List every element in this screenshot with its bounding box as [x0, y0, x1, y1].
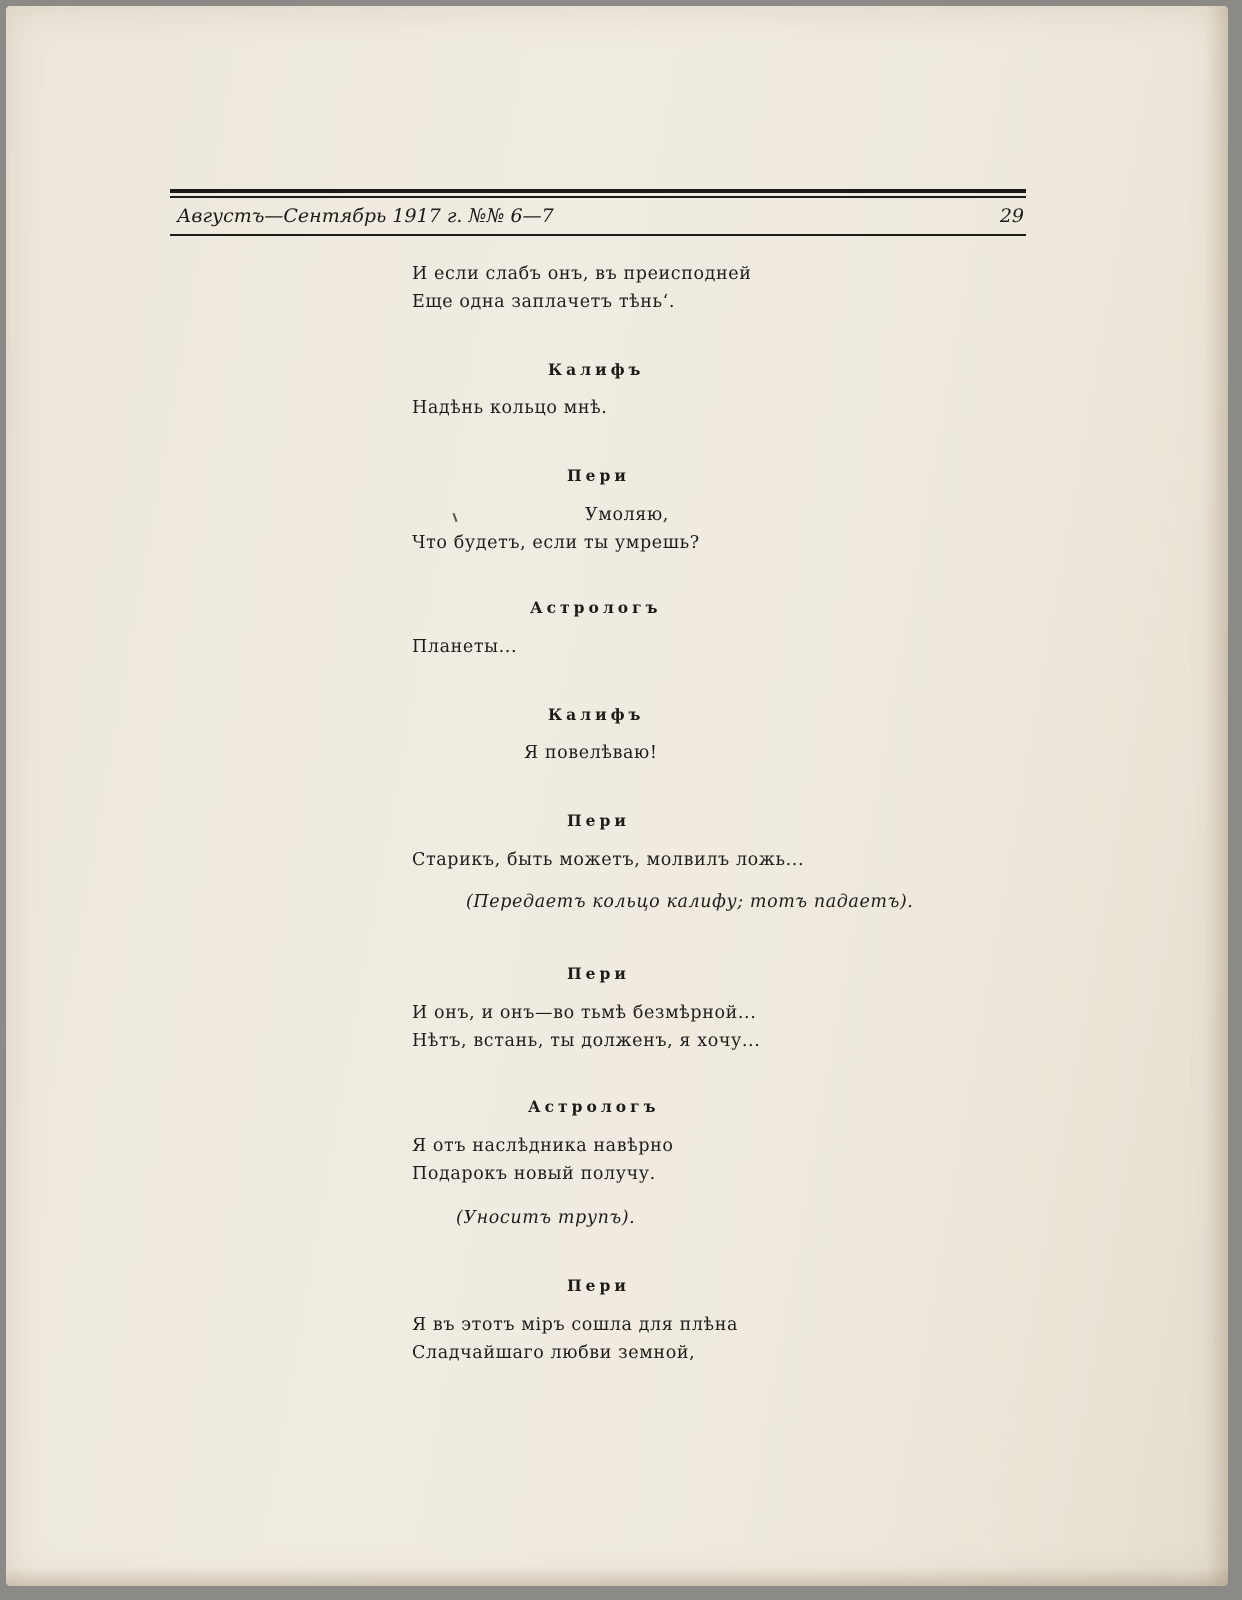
running-title: Августъ—Сентябрь 1917 г. №№ 6—7 [177, 205, 554, 227]
verse-line: Я отъ наслѣдника навѣрно [412, 1136, 674, 1156]
speaker-name: Пери [567, 466, 630, 485]
verse-line: И онъ, и онъ—во тьмѣ безмѣрной... [412, 1003, 757, 1023]
speaker-name: Калифъ [548, 705, 645, 724]
header-rule-bottom [170, 234, 1026, 236]
verse-line: Я въ этотъ міръ сошла для плѣна [412, 1315, 738, 1335]
verse-line: Еще одна заплачетъ тѣнь‘. [412, 292, 675, 312]
page-edge-shadow-right [1206, 6, 1228, 1586]
speaker-name: Пери [567, 811, 630, 830]
stage-direction: (Уноситъ трупъ). [456, 1208, 636, 1228]
verse-line: И если слабъ онъ, въ преисподней [412, 264, 752, 284]
verse-line: Сладчайшаго любви земной, [412, 1343, 696, 1363]
speaker-name: Калифъ [548, 360, 645, 379]
verse-line: Что будетъ, если ты умрешь? [412, 533, 700, 553]
header-rule-thin [170, 196, 1026, 198]
verse-line: Старикъ, быть можетъ, молвилъ ложь... [412, 850, 805, 870]
page-edge-shadow-bottom [6, 1568, 1228, 1586]
verse-line: Планеты... [412, 637, 518, 657]
verse-line: Я повелѣваю! [524, 743, 658, 763]
speaker-name: Пери [567, 1276, 630, 1295]
verse-line: Надѣнь кольцо мнѣ. [412, 398, 608, 418]
speaker-name: Астрологъ [528, 1097, 660, 1116]
verse-line: Нѣтъ, встань, ты долженъ, я хочу... [412, 1031, 761, 1051]
page-number: 29 [999, 205, 1024, 227]
verse-line: Подарокъ новый получу. [412, 1164, 656, 1184]
header-rule-thick [170, 189, 1026, 193]
stage-direction: (Передаетъ кольцо калифу; тотъ падаетъ). [466, 892, 914, 912]
speaker-name: Пери [567, 964, 630, 983]
verse-line: Умоляю, [585, 505, 669, 525]
speaker-name: Астрологъ [530, 598, 662, 617]
